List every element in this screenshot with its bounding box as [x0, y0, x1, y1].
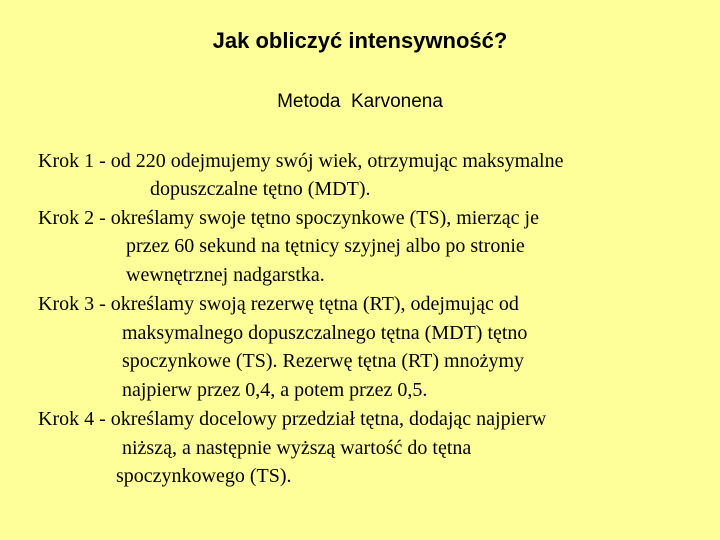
step-4-line-1: Krok 4 - określamy docelowy przedział tętna, dodając najpierw	[38, 408, 547, 430]
step-3-line-1: Krok 3 - określamy swoją rezerwę tętna (RT), odejmując od	[38, 293, 519, 315]
page-title: Jak obliczyć intensywność?	[212, 28, 508, 53]
step-4-line-2: niższą, a następnie wyższą wartość do tętna	[122, 437, 472, 459]
page-subtitle: Metoda Karvonena	[277, 91, 443, 112]
step-2-line-2: przez 60 sekund na tętnicy szyjnej albo po stronie	[126, 235, 525, 257]
step-3-line-3: spoczynkowe (TS). Rezerwę tętna (RT) mnożymy	[122, 350, 525, 372]
step-3-line-4: najpierw przez 0,4, a potem przez 0,5.	[122, 379, 428, 401]
step-2-line-3: wewnętrznej nadgarstka.	[126, 264, 325, 286]
step-1-line-1: Krok 1 - od 220 odejmujemy swój wiek, otrzymując maksymalne	[38, 150, 564, 172]
step-1-line-2: dopuszczalne tętno (MDT).	[150, 178, 371, 200]
step-3-line-2: maksymalnego dopuszczalnego tętna (MDT) tętno	[122, 322, 528, 344]
step-4-line-3: spoczynkowego (TS).	[116, 465, 292, 487]
step-2-line-1: Krok 2 - określamy swoje tętno spoczynkowe (TS), mierząc je	[38, 207, 539, 229]
